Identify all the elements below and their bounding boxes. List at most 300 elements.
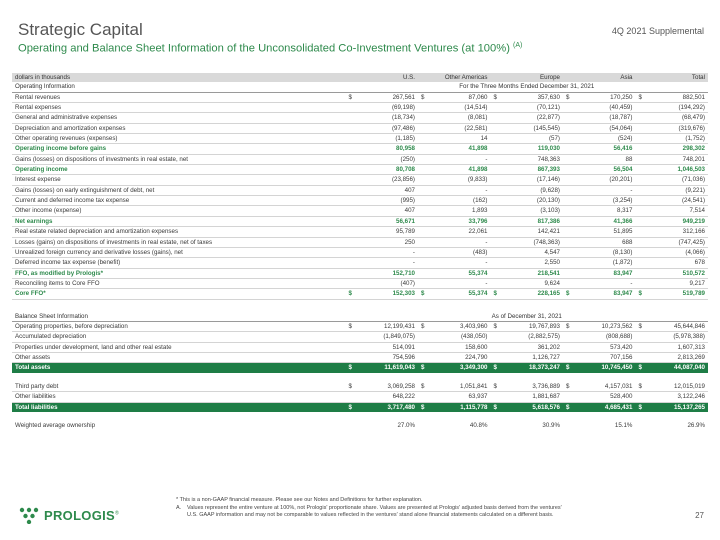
currency-symbol (563, 134, 575, 144)
cell-value: (57) (503, 134, 563, 144)
cell-value: (250) (358, 154, 418, 164)
row-label: Other operating revenues (expenses) (12, 134, 346, 144)
table-row (12, 258, 708, 268)
currency-symbol: $ (563, 92, 575, 102)
row-label: Current and deferred income tax expense (12, 196, 346, 206)
currency-symbol (563, 123, 575, 133)
row-label: Weighted average ownership (15, 422, 96, 430)
currency-symbol (346, 165, 358, 175)
section-label: Balance Sheet Information (12, 312, 346, 322)
currency-symbol: $ (563, 363, 575, 373)
row-label: FFO, as modified by Prologis* (12, 268, 346, 278)
currency-symbol: $ (490, 321, 502, 331)
page-number: 27 (695, 511, 704, 520)
cell-value: 4,547 (503, 247, 563, 257)
section-period: As of December 31, 2021 (346, 312, 709, 322)
currency-symbol: $ (635, 363, 647, 373)
column-header-total: Total (648, 73, 708, 82)
currency-symbol (563, 421, 575, 430)
currency-symbol (346, 134, 358, 144)
row-label: Rental expenses (12, 103, 346, 113)
prologis-logo-icon (18, 506, 40, 524)
table-row (12, 216, 708, 226)
currency-symbol: $ (635, 402, 647, 412)
cell-value: (54,064) (575, 123, 635, 133)
currency-symbol: $ (418, 92, 430, 102)
currency-symbol (635, 134, 647, 144)
row-label: Operating properties, before depreciation (12, 321, 346, 331)
row-label: Other income (expense) (12, 206, 346, 216)
cell-value: (1,872) (575, 258, 635, 268)
section-label: Operating Information (12, 82, 346, 92)
table-row (12, 165, 708, 175)
currency-symbol: $ (490, 363, 502, 373)
cell-value: 152,303 (358, 289, 418, 299)
currency-symbol (635, 196, 647, 206)
currency-symbol (490, 206, 502, 216)
currency-symbol (635, 392, 647, 402)
currency-symbol (563, 227, 575, 237)
currency-symbol (418, 352, 430, 362)
currency-symbol (635, 123, 647, 133)
cell-value: 510,572 (648, 268, 708, 278)
currency-symbol (635, 227, 647, 237)
column-header-row (12, 73, 708, 82)
currency-symbol (563, 237, 575, 247)
currency-symbol (635, 113, 647, 123)
currency-symbol: $ (563, 289, 575, 299)
cell-value: (995) (358, 196, 418, 206)
cell-value: - (575, 278, 635, 288)
cell-value: (22,877) (503, 113, 563, 123)
column-header-us: U.S. (358, 73, 418, 82)
cell-value: (483) (430, 247, 490, 257)
row-label: Rental revenues (12, 92, 346, 102)
row-label: Properties under development, land and other real estate (12, 342, 346, 352)
cell-value: 407 (358, 185, 418, 195)
currency-symbol (418, 175, 430, 185)
currency-symbol: $ (418, 402, 430, 412)
table-row (12, 363, 708, 373)
cell-value: 3,349,300 (430, 363, 490, 373)
currency-symbol (346, 258, 358, 268)
cell-value: (9,221) (648, 185, 708, 195)
currency-symbol (418, 185, 430, 195)
table-row (12, 247, 708, 257)
table-row (12, 342, 708, 352)
table-row (12, 382, 708, 392)
row-label: Third party debt (12, 382, 346, 392)
column-header-other-americas: Other Americas (430, 73, 490, 82)
currency-symbol (418, 154, 430, 164)
cell-value: (68,479) (648, 113, 708, 123)
currency-symbol (346, 123, 358, 133)
currency-symbol (635, 332, 647, 342)
currency-symbol (490, 113, 502, 123)
currency-symbol (346, 103, 358, 113)
row-label: Operating income before gains (12, 144, 346, 154)
currency-symbol (418, 216, 430, 226)
cell-value: (4,066) (648, 247, 708, 257)
currency-symbol (563, 352, 575, 362)
cell-value: 882,501 (648, 92, 708, 102)
currency-symbol (346, 352, 358, 362)
cell-value: (40,459) (575, 103, 635, 113)
cell-value: 22,061 (430, 227, 490, 237)
cell-value: 357,630 (503, 92, 563, 102)
currency-symbol: $ (563, 402, 575, 412)
cell-value: 10,745,450 (575, 363, 635, 373)
cell-value: - (358, 247, 418, 257)
currency-symbol: $ (490, 382, 502, 392)
cell-value: (3,103) (503, 206, 563, 216)
row-label: Deferred income tax expense (benefit) (12, 258, 346, 268)
currency-symbol (346, 196, 358, 206)
cell-value: 3,069,258 (358, 382, 418, 392)
column-header-europe: Europe (503, 73, 563, 82)
currency-symbol (635, 216, 647, 226)
currency-symbol: $ (346, 363, 358, 373)
row-label: Gains (losses) on early extinguishment of debt, net (12, 185, 346, 195)
cell-value: 55,374 (430, 268, 490, 278)
row-label: Reconciling items to Core FFO (12, 278, 346, 288)
cell-value: 142,421 (503, 227, 563, 237)
row-label: Core FFO* (12, 289, 346, 299)
section-period: For the Three Months Ended December 31, 2021 (346, 82, 709, 92)
cell-value: 14 (430, 134, 490, 144)
table-row (12, 154, 708, 164)
cell-value: 3,717,480 (358, 402, 418, 412)
cell-value: 44,087,040 (648, 363, 708, 373)
footnotes (176, 497, 562, 520)
currency-symbol (418, 206, 430, 216)
row-label: Depreciation and amortization expenses (12, 123, 346, 133)
row-label: Unrealized foreign currency and derivative losses (gains), net (12, 247, 346, 257)
currency-symbol (418, 421, 430, 430)
cell-value: 867,393 (503, 165, 563, 175)
currency-symbol (346, 216, 358, 226)
cell-value: (1,849,075) (358, 332, 418, 342)
currency-symbol: $ (346, 321, 358, 331)
cell-value: (438,050) (430, 332, 490, 342)
currency-symbol (635, 103, 647, 113)
currency-symbol (635, 258, 647, 268)
cell-value: (3,254) (575, 196, 635, 206)
cell-value: - (575, 185, 635, 195)
cell-value: 748,201 (648, 154, 708, 164)
cell-value: 1,881,687 (503, 392, 563, 402)
column-header-asia: Asia (575, 73, 635, 82)
currency-symbol (490, 247, 502, 257)
cell-value: (18,734) (358, 113, 418, 123)
cell-value: (1,752) (648, 134, 708, 144)
currency-symbol: $ (418, 363, 430, 373)
cell-value: (5,978,388) (648, 332, 708, 342)
currency-symbol (563, 392, 575, 402)
cell-value: - (430, 185, 490, 195)
currency-symbol (418, 237, 430, 247)
subtitle-text: Operating and Balance Sheet Information of the Unconsolidated Co-Investment Ventures (at 100%) (18, 42, 510, 55)
cell-value: 9,624 (503, 278, 563, 288)
cell-value: (8,130) (575, 247, 635, 257)
cell-value: 45,644,846 (648, 321, 708, 331)
currency-symbol (563, 175, 575, 185)
currency-symbol (635, 144, 647, 154)
spacer-row (12, 373, 708, 382)
cell-value: (407) (358, 278, 418, 288)
table-row (12, 402, 708, 412)
cell-value: 514,091 (358, 342, 418, 352)
cell-value: 55,374 (430, 289, 490, 299)
operating-section-header (12, 82, 708, 92)
currency-symbol (346, 421, 358, 430)
currency-symbol (490, 342, 502, 352)
table-row (12, 196, 708, 206)
cell-value: 80,958 (358, 144, 418, 154)
cell-value: 95,789 (358, 227, 418, 237)
cell-value: (17,146) (503, 175, 563, 185)
cell-value: 8,317 (575, 206, 635, 216)
currency-symbol (346, 144, 358, 154)
cell-value: (23,856) (358, 175, 418, 185)
table-row (12, 185, 708, 195)
cell-value: 1,115,778 (430, 402, 490, 412)
currency-symbol (635, 237, 647, 247)
cell-value: - (430, 237, 490, 247)
currency-symbol: $ (346, 382, 358, 392)
currency-symbol (418, 227, 430, 237)
currency-symbol (418, 258, 430, 268)
cell-value: - (430, 258, 490, 268)
row-label: Other assets (12, 352, 346, 362)
prologis-logo (18, 506, 119, 524)
cell-value: (69,198) (358, 103, 418, 113)
footnote-a-line2: U.S. GAAP information and may not be comparable to values reflected in the ventures' stand alone financial statements calculated on a different basis. (187, 512, 554, 518)
cell-value: 119,030 (503, 144, 563, 154)
cell-value: 80,708 (358, 165, 418, 175)
currency-symbol: $ (490, 92, 502, 102)
cell-value: (20,201) (575, 175, 635, 185)
currency-symbol (418, 165, 430, 175)
currency-symbol (490, 352, 502, 362)
table-row (12, 103, 708, 113)
cell-value: (748,363) (503, 237, 563, 247)
cell-value: (524) (575, 134, 635, 144)
currency-symbol (346, 113, 358, 123)
currency-symbol (490, 103, 502, 113)
cell-value: (9,833) (430, 175, 490, 185)
cell-value: 1,126,727 (503, 352, 563, 362)
table-row (12, 123, 708, 133)
currency-symbol (490, 237, 502, 247)
cell-value: 1,051,841 (430, 382, 490, 392)
page-subtitle (18, 42, 522, 55)
currency-symbol (635, 421, 647, 430)
currency-symbol: $ (418, 289, 430, 299)
spacer-row (12, 299, 708, 312)
currency-symbol: $ (490, 402, 502, 412)
cell-value: (194,292) (648, 103, 708, 113)
currency-symbol: $ (346, 289, 358, 299)
currency-symbol (418, 123, 430, 133)
currency-symbol (490, 154, 502, 164)
cell-value: 18,373,247 (503, 363, 563, 373)
currency-symbol (346, 185, 358, 195)
currency-symbol (490, 175, 502, 185)
table-row (12, 113, 708, 123)
cell-value: 1,607,313 (648, 342, 708, 352)
currency-symbol: $ (635, 92, 647, 102)
currency-symbol (563, 332, 575, 342)
table-row (12, 237, 708, 247)
cell-value: 12,015,019 (648, 382, 708, 392)
cell-value: 4,685,431 (575, 402, 635, 412)
cell-value: 12,199,431 (358, 321, 418, 331)
cell-value: 519,789 (648, 289, 708, 299)
cell-value: 56,504 (575, 165, 635, 175)
currency-symbol (418, 392, 430, 402)
currency-symbol (635, 175, 647, 185)
cell-value: 2,813,269 (648, 352, 708, 362)
cell-value: 218,541 (503, 268, 563, 278)
cell-value: 949,219 (648, 216, 708, 226)
currency-symbol (418, 134, 430, 144)
currency-symbol (346, 175, 358, 185)
co-investment-table (12, 73, 708, 431)
currency-symbol (490, 144, 502, 154)
currency-symbol (490, 332, 502, 342)
currency-symbol (563, 165, 575, 175)
cell-value: - (430, 154, 490, 164)
cell-value: (808,688) (575, 332, 635, 342)
table-row (12, 268, 708, 278)
cell-value: (20,130) (503, 196, 563, 206)
cell-value: 3,736,889 (503, 382, 563, 392)
row-label: Accumulated depreciation (12, 332, 346, 342)
cell-value: (97,486) (358, 123, 418, 133)
table-row (12, 392, 708, 402)
currency-symbol (490, 268, 502, 278)
cell-value: 33,796 (430, 216, 490, 226)
currency-symbol (490, 216, 502, 226)
cell-value: 83,947 (575, 289, 635, 299)
table-row (12, 206, 708, 216)
row-label: Losses (gains) on dispositions of investments in real estate, net of taxes (12, 237, 346, 247)
currency-symbol (490, 196, 502, 206)
cell-value: 41,898 (430, 144, 490, 154)
row-label: Net earnings (12, 216, 346, 226)
row-label: Interest expense (12, 175, 346, 185)
currency-symbol: $ (635, 382, 647, 392)
currency-symbol: $ (563, 382, 575, 392)
table-row (12, 278, 708, 288)
cell-value: 10,273,562 (575, 321, 635, 331)
currency-symbol: $ (418, 382, 430, 392)
footnote-a-marker: A. (176, 504, 182, 511)
currency-symbol (635, 268, 647, 278)
currency-symbol (563, 258, 575, 268)
cell-value: 11,619,043 (358, 363, 418, 373)
cell-value: 1,046,503 (648, 165, 708, 175)
currency-symbol: $ (346, 402, 358, 412)
cell-value: 678 (648, 258, 708, 268)
table-row (12, 134, 708, 144)
cell-value: 152,710 (358, 268, 418, 278)
currency-symbol (635, 352, 647, 362)
currency-symbol (490, 258, 502, 268)
cell-value: 41,366 (575, 216, 635, 226)
cell-value: 707,156 (575, 352, 635, 362)
cell-value: (747,425) (648, 237, 708, 247)
currency-symbol (635, 278, 647, 288)
cell-value: (71,036) (648, 175, 708, 185)
row-label: Real estate related depreciation and amortization expenses (12, 227, 346, 237)
table-row (12, 144, 708, 154)
table-row (12, 421, 708, 430)
currency-symbol (346, 247, 358, 257)
currency-symbol (563, 113, 575, 123)
cell-value: 407 (358, 206, 418, 216)
table-row (12, 175, 708, 185)
row-label: Other liabilities (12, 392, 346, 402)
currency-symbol (346, 392, 358, 402)
cell-value: 228,165 (503, 289, 563, 299)
cell-value: 1,893 (430, 206, 490, 216)
currency-symbol: $ (563, 321, 575, 331)
cell-value: 224,790 (430, 352, 490, 362)
table-row (12, 289, 708, 299)
row-label: General and administrative expenses (12, 113, 346, 123)
cell-value: (145,545) (503, 123, 563, 133)
cell-value: - (430, 278, 490, 288)
footnote-a-line1: Values represent the entire venture at 100%, not Prologis' proportionate share. Values are presented at Prologis' adjusted basis derived from the ventures' (187, 504, 562, 511)
currency-symbol (490, 185, 502, 195)
cell-value: 5,618,576 (503, 402, 563, 412)
cell-value: 63,937 (430, 392, 490, 402)
cell-value: (162) (430, 196, 490, 206)
currency-symbol (563, 206, 575, 216)
currency-symbol (635, 342, 647, 352)
cell-value: 4,157,031 (575, 382, 635, 392)
cell-value: 748,363 (503, 154, 563, 164)
cell-value: 19,767,893 (503, 321, 563, 331)
cell-value: 9,217 (648, 278, 708, 288)
cell-value: 3,122,246 (648, 392, 708, 402)
balance-section-header (12, 312, 708, 322)
currency-symbol (346, 154, 358, 164)
cell-value: 83,947 (575, 268, 635, 278)
currency-symbol (418, 196, 430, 206)
table-row (12, 332, 708, 342)
cell-value: (9,628) (503, 185, 563, 195)
cell-value: 688 (575, 237, 635, 247)
currency-symbol (346, 332, 358, 342)
currency-symbol: $ (418, 321, 430, 331)
currency-symbol (490, 421, 502, 430)
currency-symbol (635, 165, 647, 175)
supplemental-label: 4Q 2021 Supplemental (611, 26, 704, 36)
currency-symbol: $ (346, 92, 358, 102)
currency-symbol (563, 268, 575, 278)
currency-symbol (418, 278, 430, 288)
cell-value: (8,081) (430, 113, 490, 123)
currency-symbol (635, 185, 647, 195)
currency-symbol (635, 154, 647, 164)
currency-symbol (346, 268, 358, 278)
cell-value: 250 (358, 237, 418, 247)
subtitle-footnote-ref: (A) (513, 42, 523, 49)
cell-value: 817,386 (503, 216, 563, 226)
